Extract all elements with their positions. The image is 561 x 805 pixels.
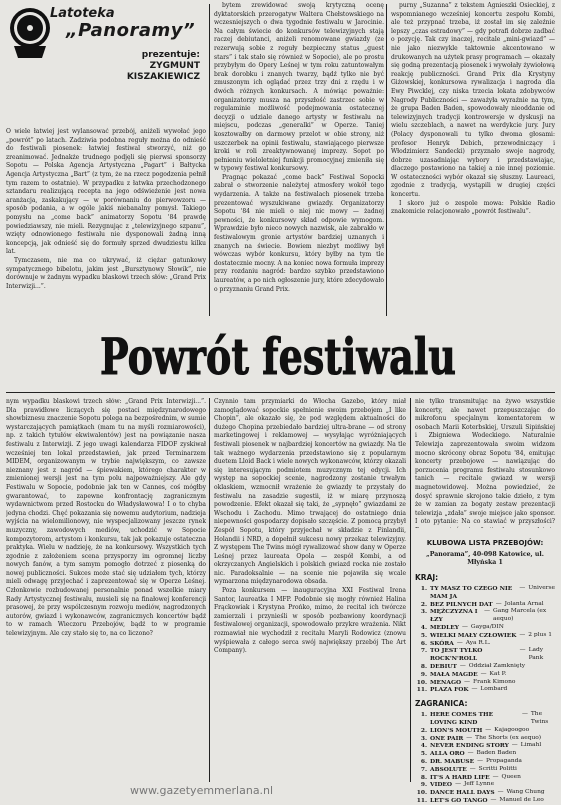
column-kicker: Latoteka [50, 6, 115, 21]
presenter-label: prezentuje: [141, 50, 200, 60]
chart-entry-separator: — [477, 757, 483, 764]
chart-entry [415, 774, 555, 782]
chart-entry-title: PLAZA FOK [430, 686, 469, 694]
chart-entry-artist: Jeff Lynne [463, 781, 495, 788]
chart-entry [415, 750, 555, 758]
chart-entry-rank: 1. [420, 711, 427, 719]
column2-paragraph-2: Pragnąc pokazać „come back” Festiwal Sopocki zabrał o stworzenie należytej atmosfery wokół tego wydarzenia. A także na festiwalach piosenek trzeba prezentować wyszukiwane gwiazdy. Organizatorzy Sopotu '84 nie mieli o niej nic mowy — żadnej pewności, że konkursowy skład odpowie wymogom. Wprawdzie było nieco nowych nazwisk, ale zabrakło w festiwalowym gronie artystów bardziej uznanych i znanych na świecie. Bowiem niezbyt możliwy był wówczas wybór konkursu, który byłby na tym tle dostatecznie mocny. A na koniec nowa formuła imprezy przy rozdaniu nagród: bardzo szybko przedstawiono laureatów, a po nich ogłoszenie jury, które zdecydowało o przyznaniu Grand Prix. [214, 173, 384, 293]
chart-entry-artist: Gang Marcela (ex aequo) [493, 608, 547, 623]
chart-entry [415, 632, 555, 640]
chart-entry-rank: 3. [420, 734, 427, 742]
lower-col2-paragraph-2: Poza konkursem — inauguracyjna XXI Festiwal Irena Santor, laureatka I MFP. Podobnie się mogły również Halina Frąckowiak i Krystyna Prońko, mimo, że recital ich twórcze zamierzali i przynieśli w sposób pozbawiony koordynacji festiwalowej organizacji, spowodowało przykre wrażenia. Nikt rozmawiał nie wychodził z recitalu Maryli Rodowicz (znowu wyśpiewała z całego serca swój największy przebój The Art Company). [214, 587, 406, 655]
chart-entry-separator: — [464, 678, 471, 685]
lower-col2-paragraph: Czynnio tam przymiarki do Włocha Gazebo, który miał zamoglądować sopockie spełnienie swoim przebojem „I like Chopin”, ale okazało się, że pod względem aktualności do dużego Chopina przebiedało bardziej ultra-brane — od strony marketingowej i reklamowej — wysyłając wyróżniających festiwali piosenek w najbardziej koncertów na gwiazdy. Na tle tak ważnego wydarzenia przedstawiono się z popularnym duetem Lloid Back i wiele nowych wykonawców, którzy okazali się interesującym podmiotem muzycznym tej edycji. Ich występ na sopockiej scenie, nagrodzony zostanie trwałym oklaskiem, wzmocnił wrażenie że gwiazdy te przystały do festiwalu na zasadzie sugestii, iż w miarę przynoszą powodzenie. Efekt okazał się taki, że „sypnęło” gwiazdami ze Wschodu i Zachodu. Mimo trwającej do ostatniego dnia niepewności gospodarzy dopisało szczęście. Z pomocą przybył Zespół Sopotu, który przyjechał w składzie z Finlandii, Holandii i NRD, a dopełnił sukcesu nowy przekaz telewizyjny. Z występem The Twins mógł rywalizować show dany w Operze Leśnej przez laureata Opola — zespół Kombi, a od okrzyczanych Angielskich i polskich gwiazd rocka nie zostało nic. Paradoksalnie — na scenie nie pojawiła się wcale wymarzona międzynarodowa obsada. [214, 398, 406, 586]
chart-entry-artist: Manuel de Leo [499, 796, 544, 803]
chart-entry-separator: — [461, 623, 468, 630]
chart-entry-rank: 4. [420, 742, 427, 750]
chart-entry-rank: 2. [420, 600, 427, 608]
chart-entry-artist: Wang Chung [506, 789, 545, 796]
chart-entry-artist: Baden Baden [476, 750, 517, 757]
chart-entry-artist: Kajagoogoo [494, 726, 530, 733]
chart-entry-rank: 5. [420, 750, 427, 758]
foreign-heading: ZAGRANICA: [415, 699, 468, 709]
chart-entry-title: DR. MABUSE [430, 757, 475, 765]
chart-entry-rank: 11. [416, 796, 427, 804]
chart-entry-artist: Universe [528, 585, 555, 591]
chart-entry [415, 663, 555, 671]
chart-entry-rank: 6. [420, 639, 427, 647]
chart-entry-rank: 5. [420, 631, 427, 639]
chart-entry-title: MĘŻCZYZNA I ŁZY [430, 608, 478, 624]
column-divider [410, 398, 411, 782]
chart-entry-rank: 4. [420, 623, 427, 631]
column-divider [209, 4, 210, 316]
chart-entry-title: MEDLEY [430, 623, 459, 631]
chart-entry [415, 711, 555, 727]
column2-paragraph: bytem zrewidować swoją krytyczną ocenę dyktatorskich przerogatyw Waltera Chełstowskiego na wczesniejszych o dwa tygodnie festiwalu w Jarocinie. Na całym świecie do konkursów telewizyjnych stają raczej debiutanci, aniżeli renomowane gwiazdy (ze rezerwują sobie z reguły bezpieczny status „guest stars” i tak stało się również w Sopocie), ale po prostu przybyłym do Opery Leśnej w tym roku zatuntowałym brak dorobku i znanych twarzy, bądź tylko nie być zmuszonym ich oglądać przez trzy dni z rzędu i w dwóch różnych konkursach. A mówiąc poważnie: organizatorzy musza na przyszłość zastrzec sobie w regulaminie możliwość podejmowania ostatecznej decyzji o udziale danego artysty w festiwalu na miejscu, podczas „generalki” w Operze. Taniej kosztowałby on darmowy przelot w obie strony, niż uszczerbek na opinii festiwalu, stawiającego pierwsze kroki w roli zreaktywnowanej imprezy. Sopot po pełnieniu wieloletniej funkcji promocyjnej zmieniła się w typowy festiwal konkursowy. [214, 2, 384, 173]
chart-entry-separator: — [519, 585, 526, 591]
chart-entry-title: SKÓRA [430, 639, 454, 647]
chart-entry-artist: Queen [501, 773, 521, 780]
chart-entry-separator: — [467, 750, 474, 757]
chart-entry-artist: Kat P. [489, 670, 507, 677]
intro-paragraph: O wiele łatwiej jest wylansować przebój, aniżeli wywołać jego „powrót” po latach. Zadziwia podobna reguły można do odnieść do festiwali piosenek: łatwiej festiwal stworzyć, niż go zreanimować. Jednakże trudnego podjęli się pierwsi sponsorzy Sopotu — Polska Agencja Artystyczna „Pagart” i Bałtycka Agencja Artystyczna „Bart” (z tym, że na rzecz pogodzenia pełnił tym razem to ostatnie). W przypadku z łatwka przechodzonego sztandaru realizującą recepta na jego odświeżenie jest nowa aranżacja, zaskakujący — w porównaniu do pierwowzoru — sposób podania, a w ogóle jakiś niebanalny pomysł. Takiego pomysłu na „come back” animatorzy Sopotu '84 prawdę powiedziawszy, nie mieli. Rezygnując z „telewizyjnego szpanu”, wzięty odnowionego festiwalu nie dysponowali żadną inną koncepcją, jak odnieść się do formuły sprzed dwudziestu kilku lat. [6, 128, 206, 256]
watermark: www.gazetyemmerlana.nl [130, 784, 274, 797]
chart-entry [415, 735, 555, 743]
chart-entry-title: ALLA ORO [430, 750, 465, 758]
chart-entry-artist: Lombard [480, 686, 508, 693]
chart-entry-rank: 1. [420, 585, 427, 592]
chart-entry [415, 781, 555, 789]
chart-entry-artist: Frank Kimono [473, 678, 516, 685]
chart-entry-rank: 7. [420, 647, 427, 655]
upper-column-2 [214, 2, 384, 318]
chart-entry [415, 640, 555, 648]
chart-entry-rank: 10. [416, 678, 427, 686]
chart-entry-rank: 9. [420, 781, 427, 789]
club-chart-box [415, 537, 555, 804]
chart-entry [415, 727, 555, 735]
chart-entry-separator: — [485, 726, 492, 733]
chart-entry-artist: Limahl [520, 742, 542, 749]
chart-entry-rank: 6. [420, 757, 427, 765]
chart-entry-separator: — [497, 789, 504, 796]
presenter-block [110, 50, 200, 83]
chart-entry [415, 758, 555, 766]
chart-entry-separator: — [519, 647, 526, 654]
presenter-name: ZYGMUNT KISZAKIEWICZ [126, 61, 200, 82]
domestic-heading: KRAJ: [415, 573, 439, 582]
chart-entry-separator: — [466, 734, 473, 741]
chart-entry-title: TY MASZ TO CZEGO NIE MAM JA [430, 585, 513, 600]
chart-entry-title: NEVER ENDING STORY [430, 742, 509, 750]
chart-entry-rank: 7. [420, 765, 427, 773]
chart-entry-title: WIELKI MAŁY CZŁOWIEK [430, 631, 517, 639]
chart-entry-title: MENAGO [430, 678, 462, 686]
chart-box-title: KLUBOWA LISTA PRZEBOJÓW: [426, 539, 544, 547]
chart-entry-separator: — [511, 742, 518, 749]
chart-entry-title: HERE COMES THE LOVING KIND [430, 711, 494, 726]
chart-entry [415, 671, 555, 679]
chart-box-address: „Panorama”, 40-098 Katowice, ul. Młyńska 1 [426, 551, 544, 566]
chart-entry-separator: — [519, 631, 526, 638]
chart-entry-artist: Oddział Zamknięty [468, 662, 526, 669]
column-name: „Panoramy” [66, 20, 196, 41]
headline-text: Powrót festiwalu [100, 327, 456, 384]
chart-entry-title: BEZ PILNYCH DAT [430, 600, 493, 608]
chart-entry-title: DANCE HALL DAYS [430, 789, 495, 797]
chart-entry-separator: — [459, 662, 466, 669]
chart-entry-title: MAŁA MAGDE [430, 670, 478, 678]
chart-entry-separator: — [490, 796, 497, 803]
chart-entry-separator: — [495, 600, 502, 607]
chart-entry-separator: — [521, 711, 528, 718]
chart-entry-separator: — [456, 639, 463, 646]
upper-column-1 [6, 128, 206, 318]
chart-entry-rank: 3. [420, 608, 427, 616]
chart-entry-title: DEBIUT [430, 662, 457, 670]
chart-entry-artist: Gayga/DIN [470, 623, 504, 630]
chart-entry-title: LION'S MOUTH [430, 726, 483, 734]
domestic-chart-list [415, 585, 555, 694]
intro-paragraph-2: Tymczasem, nie ma co ukrywać, iż ciężar gatunkowy sympatycznego bibelotu, jakim jest „Bursztynowy Słowik”, nie dorównuje w żadnym wypadku blaskowi trzech słów: „Grand Prix Interwizji...”. [6, 256, 206, 290]
chart-entry-artist: Lady Pank [528, 647, 544, 662]
chart-entry-separator: — [455, 781, 461, 788]
lower-column-1 [6, 398, 206, 782]
chart-entry [415, 742, 555, 750]
chart-entry-artist: Propaganda [485, 757, 522, 764]
chart-entry [415, 647, 555, 663]
chart-entry-title: ONE PAIR [430, 734, 464, 742]
lower-column-3 [415, 398, 555, 528]
chart-entry [415, 766, 555, 774]
chart-entry-separator: — [469, 765, 476, 772]
chart-entry-title: TO JEST TYLKO ROCK'N'ROLL [430, 647, 483, 663]
chart-entry [415, 624, 555, 632]
chart-entry-title: VIDEO [430, 781, 453, 789]
headline [100, 326, 456, 384]
chart-entry-title: LET'S GO TANGO [430, 796, 488, 804]
chart-entry-separator: — [471, 686, 478, 693]
chart-entry-rank: 10. [416, 789, 427, 797]
chart-entry-title: IT'S A HARD LIFE [430, 773, 490, 781]
chart-entry-artist: 2 plus 1 [528, 631, 552, 638]
chart-entry-title: ABSOLUTE [430, 765, 467, 773]
chart-entry-rank: 11. [416, 686, 427, 694]
chart-entry [415, 585, 555, 601]
chart-entry-artist: Scritti Politti [478, 765, 517, 772]
chart-entry-rank: 8. [420, 773, 427, 781]
column-divider [386, 4, 387, 316]
chart-entry [415, 797, 555, 805]
chart-entry-artist: The Twins [530, 711, 549, 725]
upper-column-3 [391, 2, 555, 318]
chart-entry-separator: — [480, 670, 487, 677]
headline-rule [6, 392, 555, 393]
lower-col3-paragraph: nie tylko transmitując na żywo wszystkie koncerty, ale nawet przepuszczając do mikrofonu specjalnym komentatorem w osobach Marii Koterbskiej, Urszuli Sipińskiej i Zbigniewa Wodeckiego. Naturalnie Telewizja zaprezentowała swoim widzom mocno skrócony obraz Sopotu '84, emitując koncerty przebojowe — nawiązując do porzucenia programu festiwalu stosunkowo tanich — recitale gwiazd w wersji magnetowidowej. Można powiedzieć, że dosyć sprawnie skrojono takie dzieło, z tym że w zamian za bogaty zestaw prezentacji telewizja „zdała” swoje miejsce jako sponsor. I oto pytanie: Na co stawiać w przyszłości? [415, 398, 555, 526]
chart-entry [415, 686, 555, 694]
column3-paragraph-2: I skoro już o zespole mowa: Polskie Radio znakomicie relacjonowało „powrót festiwalu”. [391, 199, 555, 216]
chart-entry-artist: Aya R.L. [465, 639, 491, 646]
chart-entry-artist: The Shorts (ex aequo) [475, 734, 542, 741]
lower-column-2 [214, 398, 406, 782]
chart-entry-rank: 9. [420, 670, 427, 678]
lower-col1-paragraph: nym wypadku blaskowi trzech słów: „Grand Prix Interwizji...”. Dla prawidłowe liczących się postaci międzynarodowego showbiznesu znaczenie Sopotu polega na bezpośrednim, w sumie wystarczających pamiątkach (mam tu na myśli rozmiarowości), np. z takich tytułów ekwiwalentów) jest na powiązanie nasza festiwalu z Interwizji. Z jego uwagi kalendarza FIDOF zyskiwał wcześniej ten lokal przedstawień, jak przed Terminarzem MIDEM, organizowanym w trybie największym, co zawsze nieznany jest z nagród — śpiewakiem, którego charakter w zmienionej wersji jest na tym polu najpoważniejszy. Ale gdy Festiwalu w Sopocie, podobnie jak ten w Cannes, coś mógłby gwarantować, to zapewne konfrontację zagranicznym wydawnictwom przed Rostocku do Władysławowa! I o to chyba jedyna chodzi. Chęć pokazania się nowemu audytorium, nadzieja wyjścia na wielomilionowy, nie wyspecjalizowany jeszcze rynek muzyczny, zawodowych mediów, uchodzić w Sopocie kompozytorom, artystom i konkursu, tak jak pokazuje ostateczna praktyka. Wielu w nadzieję, że na konkursowy. Wszystkich tych zgodnie z założeniem scena przysporzy im ogromnej liczby nowych fanów, a tym samym pomogło dotrzeć z piosenką do nowej publiczności. Sukces może stać się udziałem tych, którzy mieli odwagę przyjechać i zaprezentować się w Operze Leśnej. Członkowie rozbudowanej personalnie ponad wszelkie miary Rady Artystycznej festiwalu, musieli się na finałowej konferencji prasowej, że przy wspólczesnym rozwoju mediów, nagrodzonych autorów, gwiazd i wykonawców, zagranicznych koncertów bądź to w ramach Wieczoru Przebojów, bądź to w programie telewizyjnym. Ale czy stało się to, na co liczono? [6, 398, 206, 638]
chart-entry [415, 608, 555, 624]
chart-entry-separator: — [492, 773, 499, 780]
column3-paragraph: purny „Suzanna” z tekstem Agnieszki Osieckiej, z wspomnianego wcześniej koncertu zespołu Kombi, ale też przypnać trzeba, iż został im się zaleźnie lepszy „czas estradowy” — gdy potrafi dobrze zadbać o pozycję. Tak czy inaczej, recitale „mini-gwiazd” — nie jako niezwykle taktownie akcentowano w drukowanych na użytek prasy programach — okazały się godną prezentacją piosenek i wywołały żywiołową reakcję publiczności. Grand Prix dla Krystyny Giżowskiej, konkursowa rywalizacja i nagroda dla Ewy Piwcklej, czy niska trzecia lokata zdobywców Nagrody Publiczności — zaważyła wyraźnie na tym, że grupa Baden Baden, spowodowały nieoddanie od telewizyjnych tradycji kontrowersje w dyskusji na wielu szczeblach, a nawet na werdykcie jury. Jury (Polacy dysponowali tu tylko dwoma głosami: profesor Henryk Debich, przewodniczący i Włodzimierz Sandecki) przyznało swoje nagrody, dobrze uzasadniając wybory i przedstawiając, dlaczego postawiono na takiej a nie innej poziomie. W ostateczności wybór okazał się słuszny. Laureaci, zgodnie z tradycją, wystąpili w drugiej części koncertu. [391, 2, 555, 199]
chart-entry-artist: Jolanta Arnal [504, 600, 544, 607]
chart-entry-rank: 2. [420, 726, 427, 734]
chart-entry [415, 679, 555, 687]
chart-entry [415, 789, 555, 797]
chart-entry-rank: 8. [420, 662, 427, 670]
column-divider [209, 398, 210, 782]
chart-entry-separator: — [484, 608, 491, 615]
foreign-chart-list [415, 711, 555, 805]
